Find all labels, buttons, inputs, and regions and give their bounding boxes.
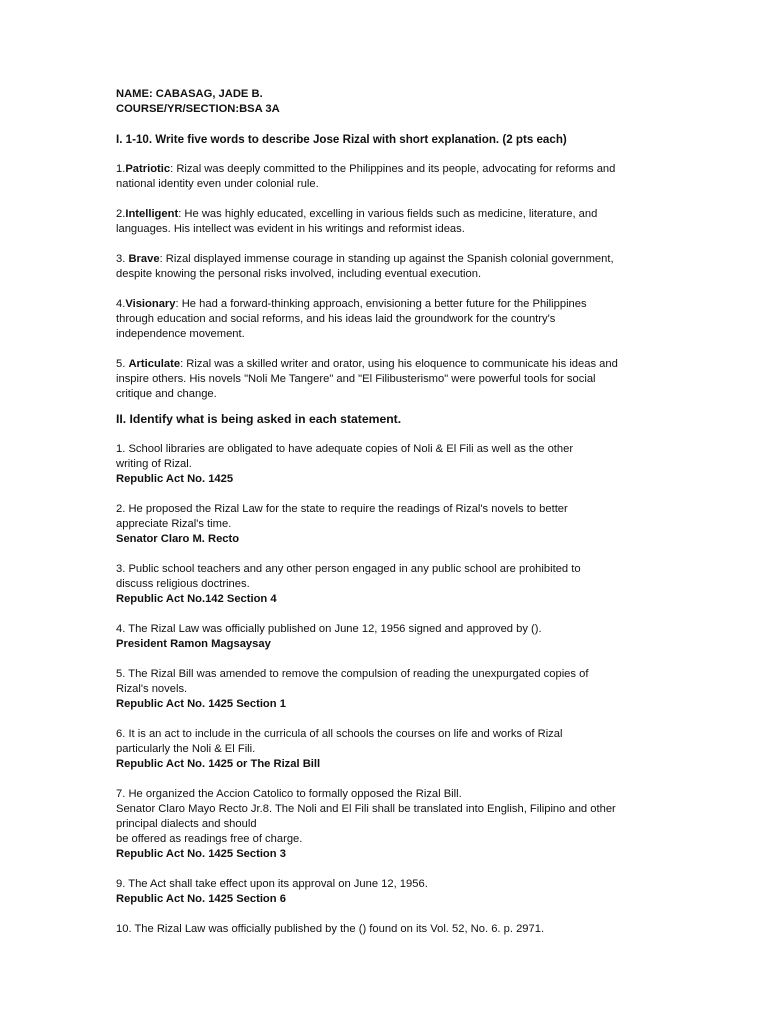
describe-text: critique and change. [116,388,217,400]
item-number: 1. [116,163,126,175]
describe-word: Patriotic [125,163,171,175]
question-5 [116,667,656,712]
describe-text: despite knowing the personal risks involved, including eventual execution. [116,268,482,280]
question-text: Senator Claro Mayo Recto Jr.8. The Noli and El Fili shall be translated into English, Filipino and other [116,803,616,815]
spacer [116,282,656,297]
question-2 [116,502,656,547]
answer-text: Republic Act No. 1425 or The Rizal Bill [116,758,321,770]
describe-text: independence movement. [116,328,245,340]
describe-item-5 [116,357,656,402]
describe-text: national identity even under colonial rule. [116,178,319,190]
describe-text: languages. His intellect was evident in his writings and reformist ideas. [116,223,465,235]
describe-text: : Rizal was deeply committed to the Philippines and its people, advocating for reforms and [170,163,616,175]
question-10 [116,922,656,937]
spacer [116,237,656,252]
question-text: writing of Rizal. [116,458,192,470]
describe-word: Brave [128,253,160,265]
question-text: 2. He proposed the Rizal Law for the state to require the readings of Rizal's novels to better [116,503,568,515]
describe-item-3 [116,252,656,282]
describe-item-2 [116,207,656,237]
part1-title: I. 1-10. Write five words to describe Jose Rizal with short explanation. (2 pts each) [116,133,567,146]
course-section: COURSE/YR/SECTION:BSA 3A [116,103,280,115]
question-text: 9. The Act shall take effect upon its approval on June 12, 1956. [116,878,428,890]
describe-word: Visionary [125,298,176,310]
describe-text: : He had a forward-thinking approach, envisioning a better future for the Philippines [175,298,587,310]
spacer [116,342,656,357]
question-text: 7. He organized the Accion Catolico to formally opposed the Rizal Bill. [116,788,462,800]
question-text: be offered as readings free of charge. [116,833,303,845]
question-7 [116,787,656,862]
describe-text: : Rizal displayed immense courage in standing up against the Spanish colonial government, [159,253,614,265]
question-3 [116,562,656,607]
spacer [116,652,656,667]
question-6 [116,727,656,772]
question-text: 4. The Rizal Law was officially published on June 12, 1956 signed and approved by (). [116,623,542,635]
describe-text: : He was highly educated, excelling in various fields such as medicine, literature, and [178,208,598,220]
describe-item-1 [116,162,656,192]
item-number: 2. [116,208,126,220]
describe-text: through education and social reforms, and his ideas laid the groundwork for the country's [116,313,556,325]
answer-text: Republic Act No. 1425 [116,473,234,485]
question-9 [116,877,656,907]
item-number: 5. [116,358,129,370]
spacer [116,192,656,207]
question-text: Rizal's novels. [116,683,188,695]
question-text: particularly the Noli & El Fili. [116,743,256,755]
answer-text: Republic Act No. 1425 Section 3 [116,848,286,860]
spacer [116,907,656,922]
answer-text: Republic Act No.142 Section 4 [116,593,277,605]
spacer [116,487,656,502]
answer-text: Senator Claro M. Recto [116,533,240,545]
describe-text: : Rizal was a skilled writer and orator, using his eloquence to communicate his ideas and [180,358,618,370]
student-name: NAME: CABASAG, JADE B. [116,88,263,100]
answer-text: President Ramon Magsaysay [116,638,271,650]
describe-word: Intelligent [125,208,179,220]
spacer [116,427,656,442]
describe-text: inspire others. His novels "Noli Me Tangere" and "El Filibusterismo" were powerful tools for social [116,373,596,385]
question-text: discuss religious doctrines. [116,578,250,590]
spacer [116,772,656,787]
spacer [116,607,656,622]
spacer [116,117,656,132]
item-number: 4. [116,298,126,310]
question-text: principal dialects and should [116,818,257,830]
question-text: appreciate Rizal's time. [116,518,232,530]
spacer [116,862,656,877]
describe-item-4 [116,297,656,342]
document-page [116,87,656,937]
answer-text: Republic Act No. 1425 Section 6 [116,893,286,905]
question-text: 6. It is an act to include in the curricula of all schools the courses on life and works of Rizal [116,728,563,740]
describe-word: Articulate [128,358,181,370]
part2-title: II. Identify what is being asked in each statement. [116,412,402,426]
item-number: 3. [116,253,129,265]
spacer [116,712,656,727]
question-text: 10. The Rizal Law was officially published by the () found on its Vol. 52, No. 6. p. 2971. [116,923,545,935]
spacer [116,402,656,412]
question-1 [116,442,656,487]
question-text: 5. The Rizal Bill was amended to remove the compulsion of reading the unexpurgated copies of [116,668,589,680]
question-text: 3. Public school teachers and any other person engaged in any public school are prohibited to [116,563,581,575]
question-text: 1. School libraries are obligated to have adequate copies of Noli & El Fili as well as the other [116,443,574,455]
spacer [116,147,656,162]
answer-text: Republic Act No. 1425 Section 1 [116,698,286,710]
question-4 [116,622,656,652]
spacer [116,547,656,562]
